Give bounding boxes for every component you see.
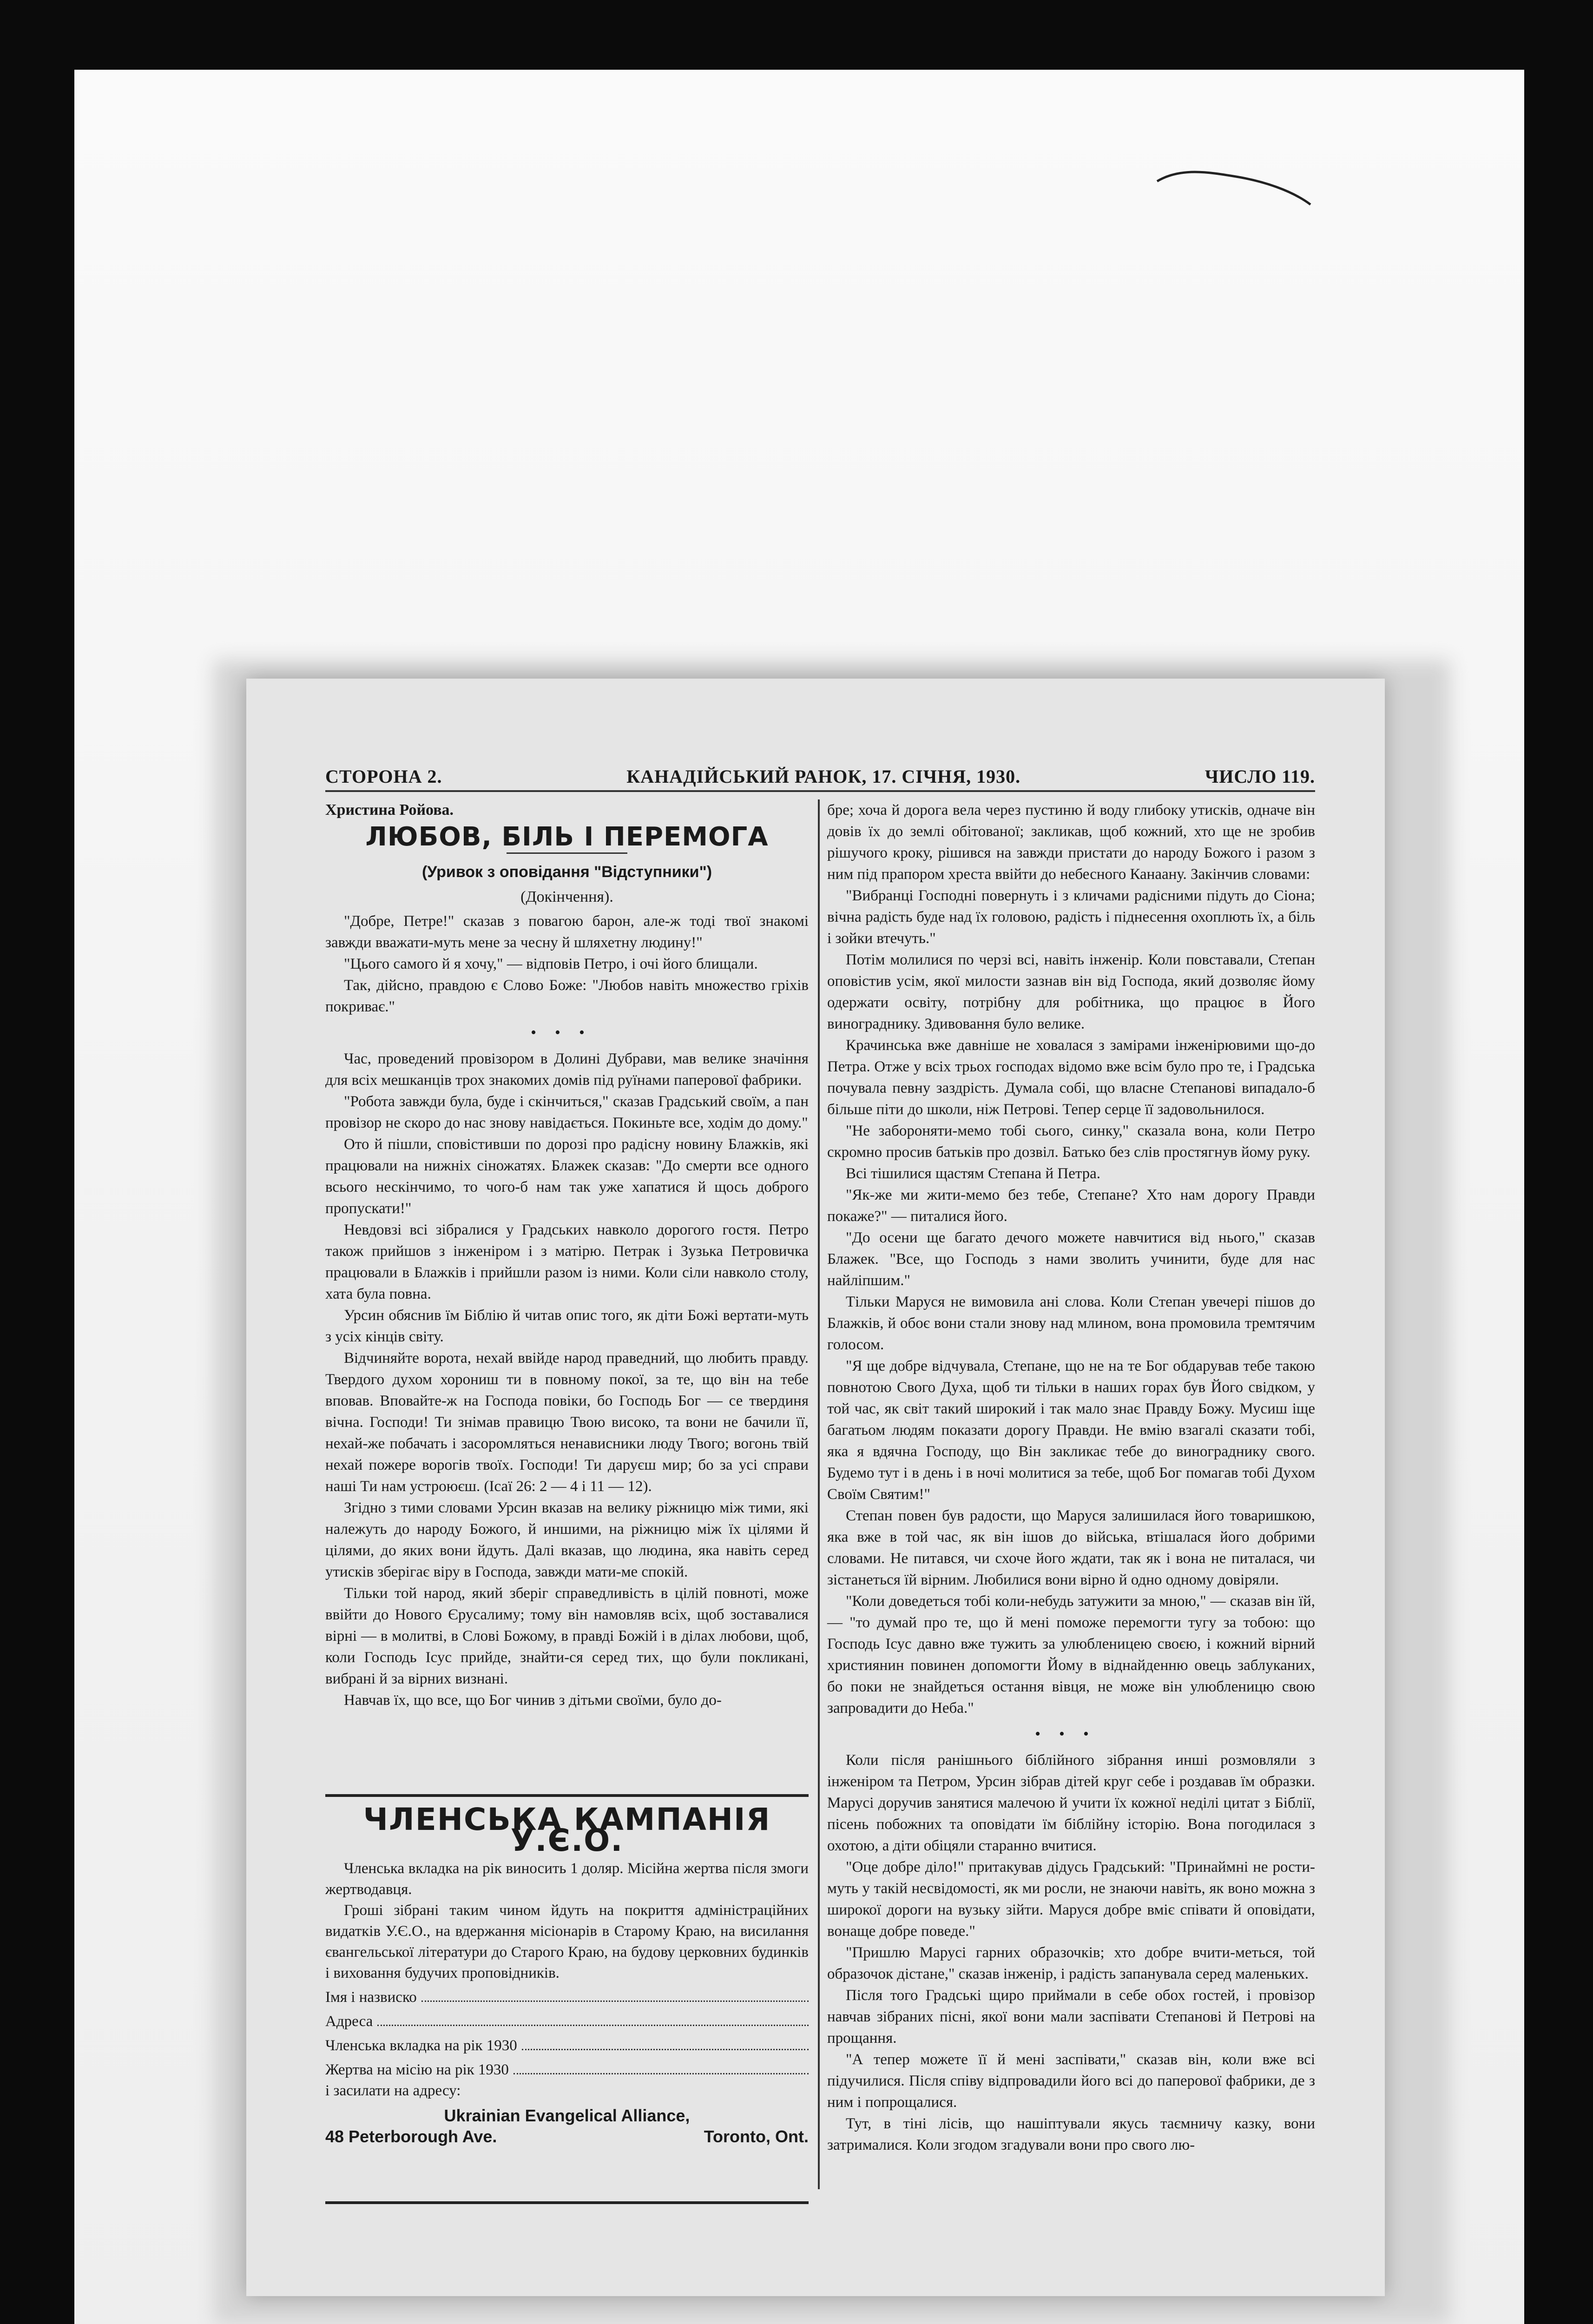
story-paragraph: "До осени ще багато дечого можете навчитися від нього," сказав Блажек. "Все, що Господь з нами зволить учинити, буде для нас найліпшим." xyxy=(827,1229,1315,1289)
section-separator: ••• xyxy=(531,1024,603,1041)
left-column xyxy=(325,799,809,1711)
organization-name: Ukrainian Evangelical Alliance, xyxy=(444,2106,690,2125)
right-column xyxy=(827,799,1315,2156)
story-paragraph: Коли після ранішнього біблійного зібрання инші розмовляли з інженіром та Петром, Урсин зібрав дітей круг себе і роздавав їм образки. Марусі доручив занятися малечою й учити їх кожної неділі цитат з Біблії, пісень побожних та оповідати їм біблійну історію. Вона погодилася з охотою, а діти обіцяли старанно вчитися. xyxy=(827,1752,1315,1854)
street-address: 48 Peterborough Ave. xyxy=(325,2127,497,2146)
story-paragraph: Навчав їх, що все, що Бог чинив з дітьми своїми, було до- xyxy=(344,1692,722,1709)
story-paragraph: "Пришлю Марусі гарних образочків; хто добре вчити-меться, той образочок дістане," сказав інженір, і радість запанувала серед маленьких. xyxy=(827,1944,1315,1982)
city: Toronto, Ont. xyxy=(704,2127,809,2146)
story-paragraph: Потім молилися по черзі всі, навіть інженір. Коли повставали, Степан оповістив усім, якої милости зазнав він від Господа, який дозволяє йому одержати освіту, потрібну для робітника, що працює в Його винограднику. Здивовання було велике. xyxy=(827,951,1315,1032)
form-field-membership: Членська вкладка на рік 1930 xyxy=(325,2035,809,2056)
story-paragraph: Всі тішилися щастям Степана й Петра. xyxy=(846,1165,1101,1182)
page-number: СТОРОНА 2. xyxy=(325,766,442,787)
newspaper-page xyxy=(246,679,1385,2296)
campaign-box xyxy=(325,1794,809,2204)
story-paragraph: Крачинська вже давніше не ховалася з замірами інженірювими що-до Петра. Отже у всіх трьох господах відомо вже всім було про те, і Градська почувала певну заздрість. Думала собі, що власне Степанові випадало-б більше піти до школи, ніж Петрові. Тепер серце її задовольнилося. xyxy=(827,1037,1315,1118)
story-paragraph: Відчиняйте ворота, нехай ввійде народ праведний, що любить правду. Твердого духом хорониш ти в повному покої, за те, що він на тебе вповав. Вповайте-ж на Господа повіки, бо Господь Бог — се твердиня вічна. Господи! Ти знімав правицю Твою високо, та вони не бачили її, нехай-же побачать і засоромляться ненависники люду Твого; вогонь твій нехай пожере ворогів твоїх. Господи! Ти даруєш мир; бо за усі справи наші Ти нам устроюєш. (Ісаї 26: 2 — 4 і 11 — 12). xyxy=(325,1350,809,1495)
story-title: ЛЮБОВ, БІЛЬ І ПЕРЕМОГА xyxy=(365,822,769,852)
story-paragraph: "Не забороняти-мемо тобі сього, синку," сказала вона, коли Петро скромно просив батьків про дозвіл. Батько без слів простягнув йому руку. xyxy=(827,1122,1315,1161)
story-paragraph: Степан повен був радости, що Маруся залишилася його товаришкою, яка вже в той час, як він ішов до війська, втішалася його добрими словами. Не питався, чи схоче його ждати, так як і вона не питалася, чи зістанеться їй вірним. Любилися вони вірно й одно одному довіряли. xyxy=(827,1507,1315,1588)
form-field-name: Імя і назвиско xyxy=(325,1987,809,2008)
story-paragraph: Тільки Маруся не вимовила ані слова. Коли Степан увечері пішов до Блажків, й обоє вони стали знову над млином, вона промовила тремтячим голосом. xyxy=(827,1294,1315,1353)
masthead: КАНАДІЙСЬКИЙ РАНОК, 17. СІЧНЯ, 1930. xyxy=(626,766,1021,787)
story-paragraph: "Як-же ми жити-мемо без тебе, Степане? Хто нам дорогу Правди покаже?" — питалися його. xyxy=(827,1187,1315,1225)
film-scratch-mark xyxy=(1152,163,1320,209)
story-paragraph: Час, проведений провізором в Долині Дубрави, мав велике значіння для всіх мешканців трох знакомих домів під руїнами паперової фабрики. xyxy=(325,1050,809,1089)
story-paragraph: Невдовзі всі зібралися у Градських навколо дорогого гостя. Петро також прийшов з інженіром і з матірю. Петрак і Зузька Петровичка працювали в Блажків і прийшли разом із ними. Коли сіли навколо столу, хата була повна. xyxy=(325,1221,809,1302)
story-paragraph: "А тепер можете її й мені заспівати," сказав він, коли вже всі підучилися. Після співу відпровадили його всі до паперової фабрики, де з ним і попрощалися. xyxy=(827,2051,1315,2111)
form-send-to: і засилати на адресу: xyxy=(325,2082,461,2099)
campaign-title: ЧЛЕНСЬКА КАМПАНІЯ У.Є.О. xyxy=(363,1802,771,1858)
story-paragraph: "Коли доведеться тобі коли-небудь затужити за мною," — сказав він їй, — "то думай про те, що й мені поможе перемогти тугу за тобою: що Господь Ісус давно вже тужить за улюбленицею своєю, і кожний вірний християнин повинен допомогти Йому в віднайденню овець заблуканих, бо поки не знайдеться остання вівця, не може він улюбленицю свою запровадити до Неба." xyxy=(827,1593,1315,1717)
issue-number: ЧИСЛО 119. xyxy=(1205,766,1315,787)
story-paragraph: Тут, в тіні лісів, що нашіптували якусь таємничу казку, вони затрималися. Коли згодом згадували вони про свого лю- xyxy=(827,2115,1315,2153)
story-continuation: (Докінчення). xyxy=(520,888,613,905)
column-divider xyxy=(818,799,820,2189)
story-paragraph: Тільки той народ, який зберіг справедливість в цілій повноті, може ввійти до Нового Єрусалиму; тому він намовляв всіх, щоб зоставалися вірні — в молитві, в Слові Божому, в правді Божій і в ділах любови, щоб, коли Господь Ісус прийде, знайти-ся серед тих, що були покликані, вибрані й за вірних визнані. xyxy=(325,1585,809,1687)
story-paragraph: "Цього самого й я хочу," — відповів Петро, і очі його блищали. xyxy=(344,956,758,972)
story-subtitle: (Уривок з оповідання "Відступники") xyxy=(421,863,712,881)
form-field-donation: Жертва на місію на рік 1930 xyxy=(325,2059,809,2080)
story-paragraph: "Добре, Петре!" сказав з повагою барон, але-ж тоді твої знакомі завжди вважати-муть мене за чесну й шляхетну людину!" xyxy=(325,913,809,951)
section-separator: ••• xyxy=(1035,1725,1107,1743)
story-paragraph: бре; хоча й дорога вела через пустиню й воду глибоку утисків, одначе він довів їх до землі обітованої; закликав, щоб кожний, хто ще не зробив рішучого кроку, рішився на завжди пристати до народу Божого і разом з ним під прапором хреста ввійти до небесного Канаану. Закінчив словами: xyxy=(827,802,1315,883)
story-paragraph: "Вибранці Господні повернуть і з кличами радісними підуть до Сіона; вічна радість буде над їх головою, радість і піднесення охоплють їх, а біль і зойки втечуть." xyxy=(827,887,1315,947)
title-rule xyxy=(507,852,627,854)
story-paragraph: "Я ще добре відчувала, Степане, що не на те Бог обдарував тебе такою повнотою Свого Духа, щоб ти тільки в наших горах був Його свідком, у той час, як світ такий широкий і так мало знає Правду Божу. Мусиш іще багатьом людям показати дорогу Правди. Не вмію взагалі сказати тобі, яка я вдячна Господу, що Він закликає тебе до винограднику свого. Будемо тут і в день і в ночі молитися за тебе, щоб Бог помагав тобі Духом Своїм Святим!" xyxy=(827,1358,1315,1503)
page-header xyxy=(325,762,1315,792)
story-author: Христина Ройова. xyxy=(325,801,454,819)
story-paragraph: "Робота завжди була, буде і скінчиться," сказав Градський своїм, а пан провізор не скоро до нас знову навідається. Покиньте все, ходім до дому." xyxy=(325,1093,809,1131)
story-paragraph: Згідно з тими словами Урсин вказав на велику ріжницю між тими, які належуть до народу Божого, й иншими, на ріжницю між їх цілями й цілями, до яких вони йдуть. Далі вказав, що людина, яка навіть серед утисків зберігає віру в Господа, завжди мати-ме спокій. xyxy=(325,1499,809,1580)
story-paragraph: Після того Градські щиро приймали в себе обох гостей, і провізор навчав зібраних пісні, якої вони мали заспівати Степанові й Петрові на прощання. xyxy=(827,1987,1315,2047)
story-paragraph: Так, дійсно, правдою є Слово Боже: "Любов навіть множество гріхів покриває." xyxy=(325,977,809,1015)
organization-address xyxy=(325,2126,809,2147)
story-paragraph: Урсин обяснив їм Біблію й читав опис того, як діти Божі вертати-муть з усіх кінців світу. xyxy=(325,1307,809,1345)
story-paragraph: Ото й пішли, сповістивши по дорозі про радісну новину Блажків, які працювали на нижніх сіножатях. Блажек сказав: "До смерти все одного всього нескінчимо, то чого-б нам так уже хапатися й щось доброго пропускати!" xyxy=(325,1136,809,1217)
campaign-paragraph: Гроші зібрані таким чином йдуть на покриття адміністраційних видатків У.Є.О., на вдержання місіонарів в Старому Краю, на висилання євангельської літератури до Старого Краю, на будову церковних будинків і виховання будучих проповідників. xyxy=(325,1902,809,1981)
story-paragraph: "Оце добре діло!" притакував дідусь Градський: "Принаймні не рости-муть у такій несвідомості, як ми росли, не знаючи навіть, як воно можна з широкої дороги на вузьку зійти. Маруся добре вміє співати й оповідати, вонаще добре поведе." xyxy=(827,1859,1315,1940)
campaign-paragraph: Членська вкладка на рік виносить 1 доляр. Місійна жертва після змоги жертводавця. xyxy=(325,1860,809,1898)
form-field-address: Адреса xyxy=(325,2011,809,2032)
